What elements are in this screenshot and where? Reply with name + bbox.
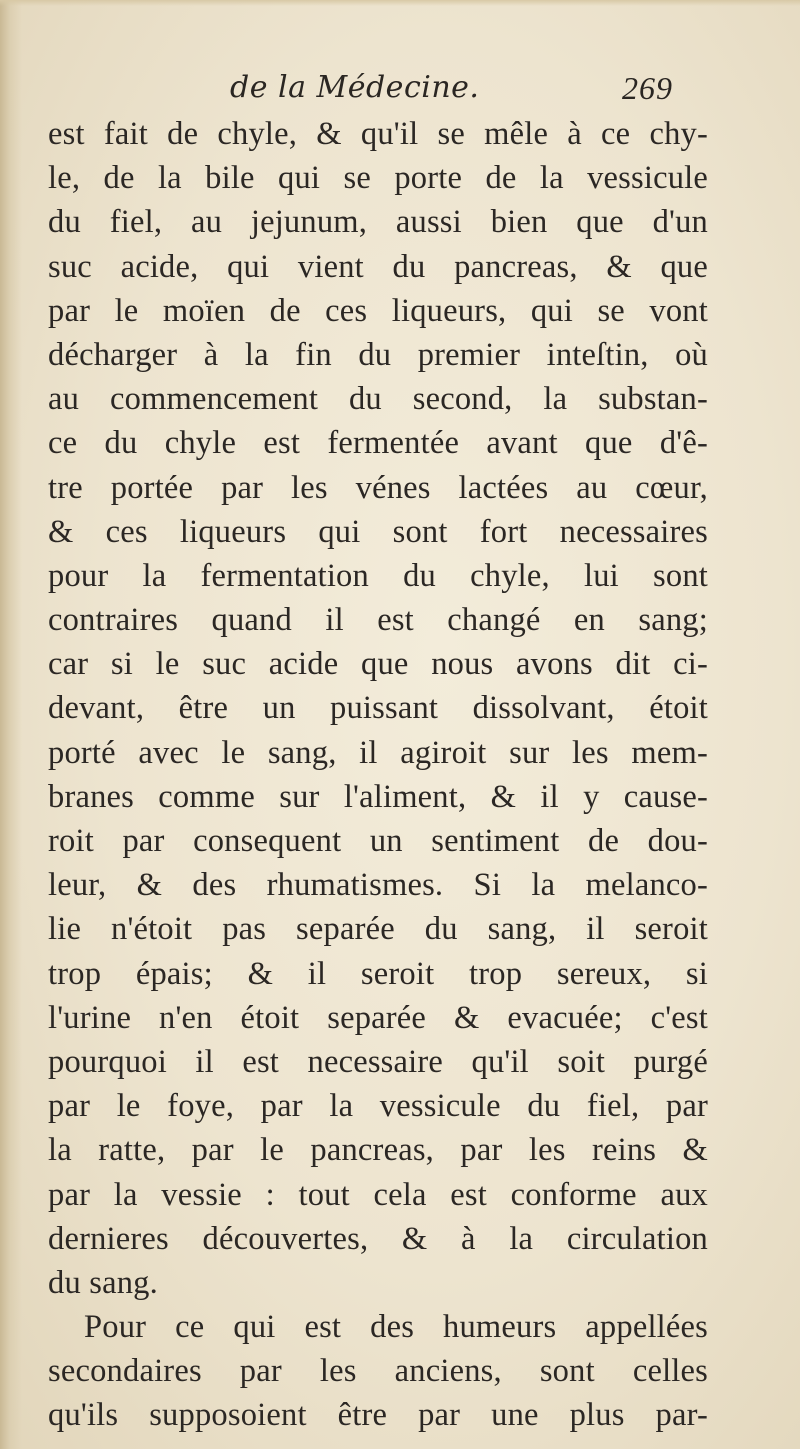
text-line: du sang. xyxy=(48,1264,158,1301)
text-line: est fait de chyle, & qu'il se mêle à ce chy- xyxy=(48,116,708,152)
running-head: de la Médecine. xyxy=(230,70,480,105)
text-line: par le foye, par la vessicule du fiel, par xyxy=(48,1088,708,1125)
gutter-shadow xyxy=(0,0,22,1449)
text-line: tre portée par les vénes lactées au cœur, xyxy=(48,469,708,506)
text-line: l'urine n'en étoit separée & evacuée; c'est xyxy=(48,999,708,1036)
text-line: suc acide, qui vient du pancreas, & que xyxy=(48,248,708,285)
text-line: du fiel, au jejunum, aussi bien que d'un xyxy=(48,204,708,241)
text-line: porté avec le sang, il agiroit sur les mem- xyxy=(48,734,708,771)
text-line: contraires quand il est changé en sang; xyxy=(48,602,708,639)
top-edge-shadow xyxy=(0,0,800,6)
text-line: secondaires par les anciens, sont celles xyxy=(48,1353,708,1390)
body-text xyxy=(48,112,708,1438)
text-line: qu'ils supposoient être par une plus par- xyxy=(48,1397,708,1434)
paragraph-first-line: Pour ce qui est des humeurs appellées xyxy=(84,1309,708,1346)
text-line: branes comme sur l'aliment, & il y cause- xyxy=(48,778,708,815)
text-line: pour la fermentation du chyle, lui sont xyxy=(48,557,708,594)
text-line: car si le suc acide que nous avons dit ci- xyxy=(48,646,708,683)
text-line: par le moïen de ces liqueurs, qui se vont xyxy=(48,292,708,329)
text-line: leur, & des rhumatismes. Si la melanco- xyxy=(48,867,708,904)
text-line: au commencement du second, la substan- xyxy=(48,381,708,418)
text-line: le, de la bile qui se porte de la vessicule xyxy=(48,160,708,197)
text-line: dernieres découvertes, & à la circulation xyxy=(48,1220,708,1257)
text-line: ce du chyle est fermentée avant que d'ê- xyxy=(48,425,708,462)
text-line: trop épais; & il seroit trop sereux, si xyxy=(48,955,708,992)
page-number: 269 xyxy=(622,70,673,106)
text-line: la ratte, par le pancreas, par les reins & xyxy=(48,1132,708,1169)
text-line: & ces liqueurs qui sont fort necessaires xyxy=(48,513,708,550)
text-line: lie n'étoit pas separée du sang, il seroit xyxy=(48,911,708,948)
text-line: par la vessie : tout cela est conforme aux xyxy=(48,1176,708,1213)
text-line: roit par consequent un sentiment de dou- xyxy=(48,823,708,859)
text-line: pourquoi il est necessaire qu'il soit purgé xyxy=(48,1043,708,1080)
page-header xyxy=(0,66,800,110)
text-line: devant, être un puissant dissolvant, étoit xyxy=(48,690,708,727)
text-line: décharger à la fin du premier inteſtin, où xyxy=(48,336,708,373)
